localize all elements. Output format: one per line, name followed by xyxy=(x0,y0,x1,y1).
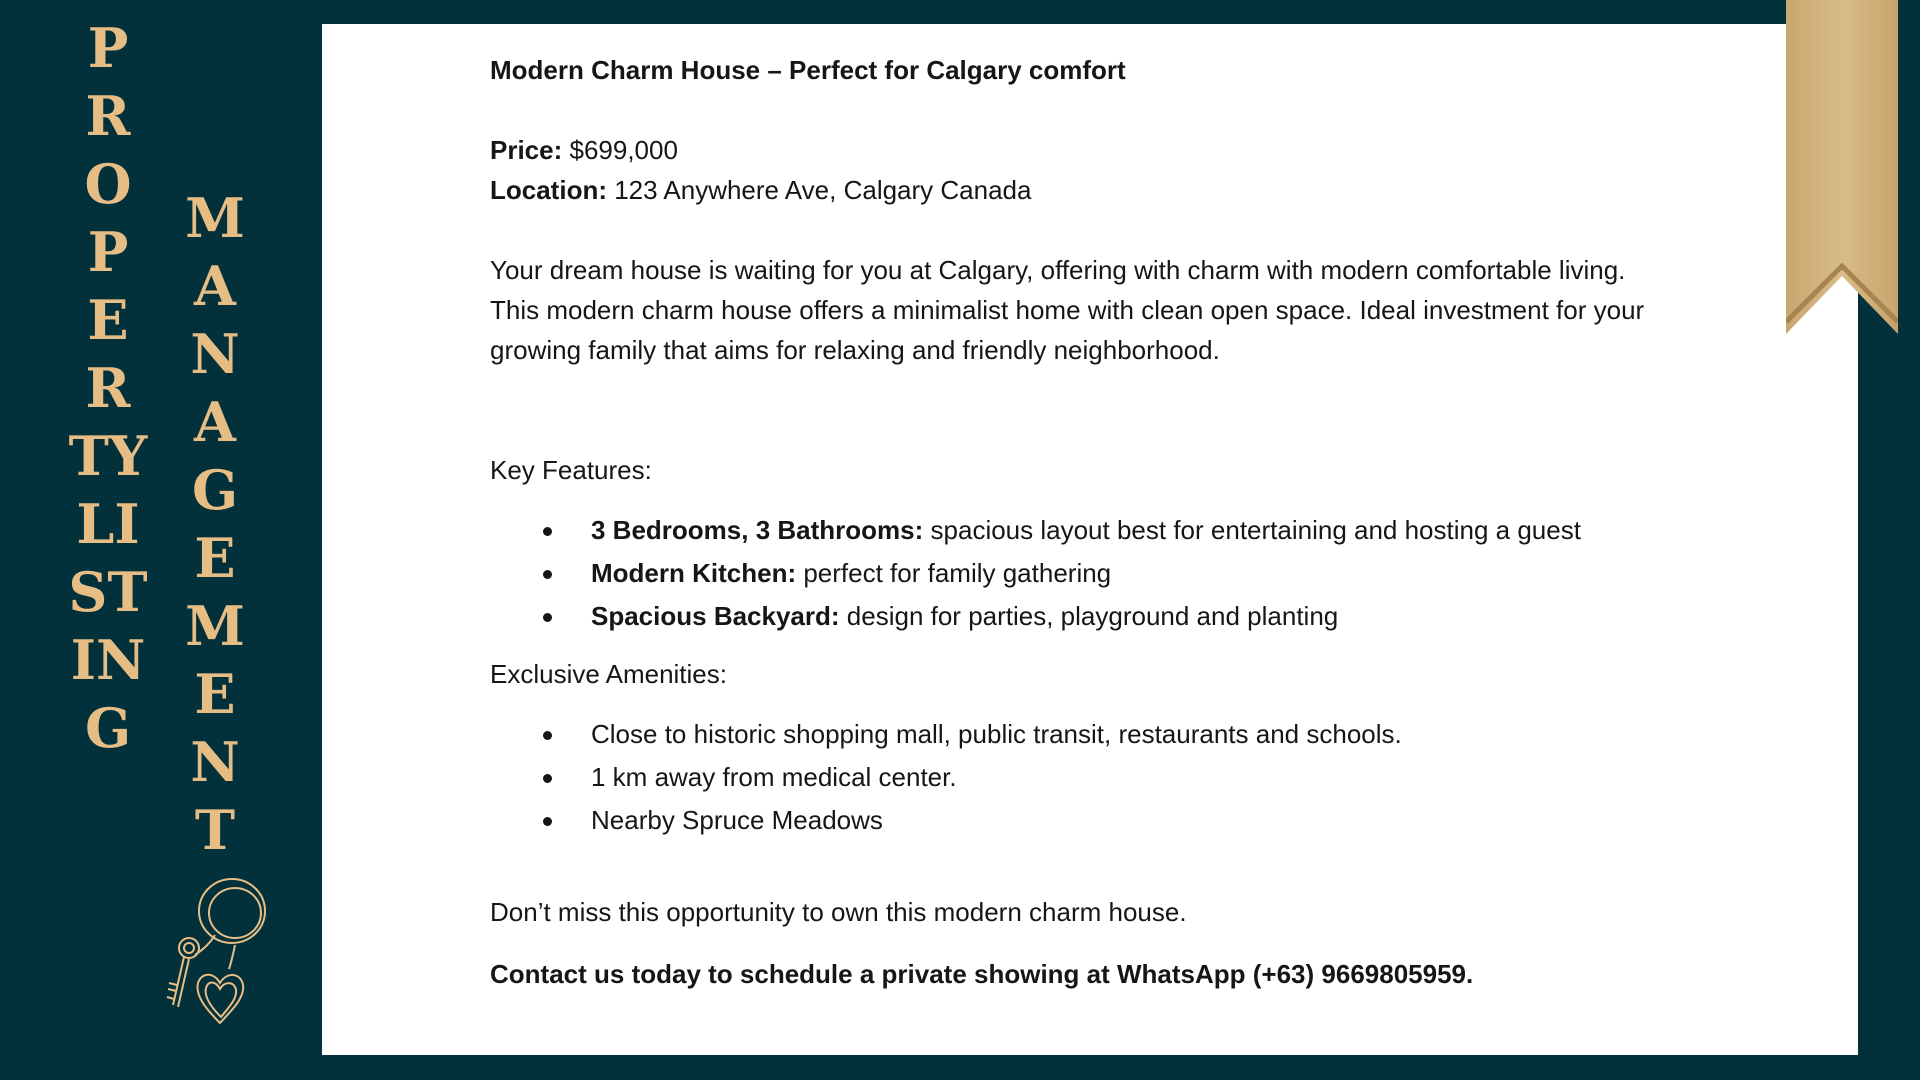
listing-content xyxy=(490,50,1710,994)
listing-description: Your dream house is waiting for you at Calgary, offering with charm with modern comfortable living. This modern charm house offers a minimalist home with clean open space. Ideal investment for your growing family that aims for relaxing and friendly neighborhood. xyxy=(490,255,1645,365)
key-features-list xyxy=(490,509,1710,638)
price-label: Price: xyxy=(490,135,563,165)
price-value: $699,000 xyxy=(562,135,678,165)
bullet-icon xyxy=(543,817,552,826)
bullet-icon xyxy=(543,570,552,579)
feature-item xyxy=(490,552,1710,595)
management-vertical-title: MANAGEMENT xyxy=(185,186,245,862)
amenity-text: Nearby Spruce Meadows xyxy=(591,805,883,835)
feature-item xyxy=(490,509,1710,552)
price-line xyxy=(490,130,1710,170)
contact-statement: Contact us today to schedule a private showing at WhatsApp (+63) 9669805959. xyxy=(490,959,1474,989)
amenity-item xyxy=(490,713,1710,756)
bullet-icon xyxy=(543,774,552,783)
bullet-icon xyxy=(543,613,552,622)
location-label: Location: xyxy=(490,175,607,205)
key-features-heading: Key Features: xyxy=(490,455,652,485)
feature-label: Modern Kitchen: xyxy=(591,558,797,588)
bookmark-ribbon xyxy=(1786,0,1898,334)
key-ring-icon xyxy=(165,873,275,1033)
location-line xyxy=(490,170,1710,210)
bullet-icon xyxy=(543,527,552,536)
amenity-text: Close to historic shopping mall, public transit, restaurants and schools. xyxy=(591,719,1402,749)
feature-item xyxy=(490,595,1710,638)
feature-text: spacious layout best for entertaining and hosting a guest xyxy=(923,515,1581,545)
closing-statement: Don’t miss this opportunity to own this modern charm house. xyxy=(490,897,1187,927)
exclusive-amenities-heading: Exclusive Amenities: xyxy=(490,659,727,689)
property-listing-vertical-title: PROPERTY LISTING xyxy=(68,16,148,760)
feature-text: perfect for family gathering xyxy=(796,558,1112,588)
amenity-text: 1 km away from medical center. xyxy=(591,762,957,792)
feature-label: 3 Bedrooms, 3 Bathrooms: xyxy=(591,515,924,545)
amenities-list xyxy=(490,713,1710,842)
feature-text: design for parties, playground and planting xyxy=(839,601,1339,631)
bullet-icon xyxy=(543,731,552,740)
amenity-item xyxy=(490,756,1710,799)
feature-label: Spacious Backyard: xyxy=(591,601,840,631)
location-value: 123 Anywhere Ave, Calgary Canada xyxy=(607,175,1032,205)
listing-document xyxy=(322,24,1858,1055)
amenity-item xyxy=(490,799,1710,842)
listing-title: Modern Charm House – Perfect for Calgary comfort xyxy=(490,55,1126,85)
